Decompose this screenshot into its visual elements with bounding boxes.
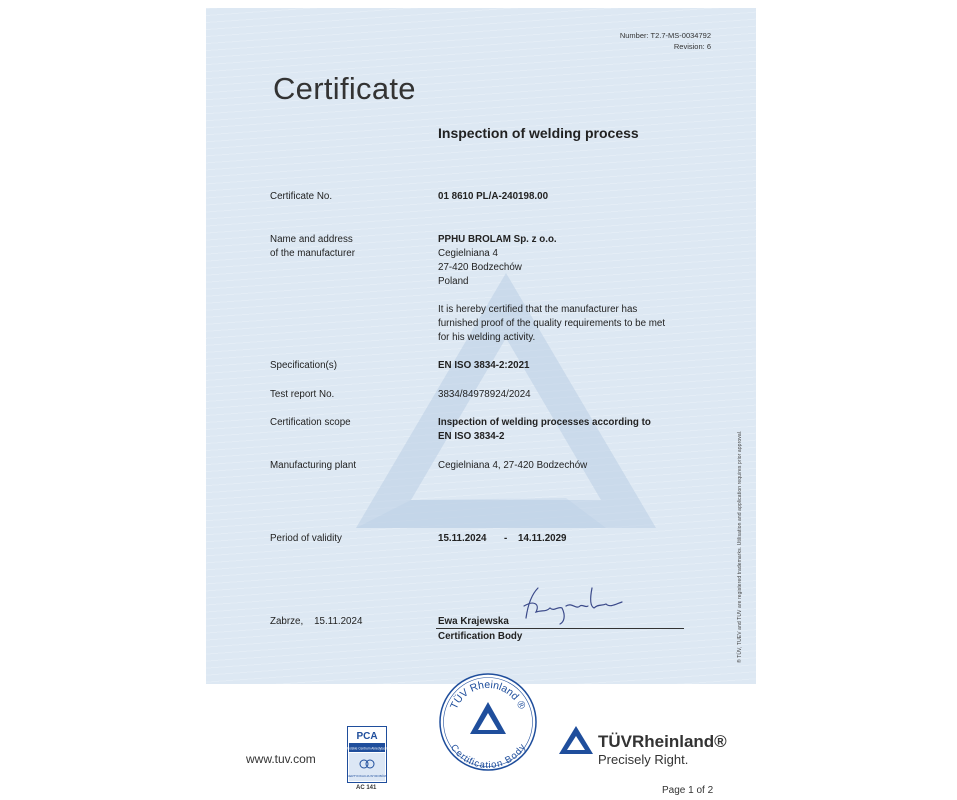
svg-text:Polskie Centrum Akredytacji: Polskie Centrum Akredytacji [347,746,387,751]
svg-text:PCA: PCA [356,731,378,742]
tuv-triangle-watermark-icon [206,8,756,684]
tuv-slogan: Precisely Right. [598,752,689,767]
plant-value: Cegielniana 4, 27-420 Bodzechów [438,460,588,471]
scope-value-line2: EN ISO 3834-2 [438,431,505,442]
manufacturer-city: 27-420 Bodzechów [438,262,522,273]
document-number-block [620,30,711,52]
tuv-certification-seal-icon [438,672,538,772]
page-number: Page 1 of 2 [662,785,714,796]
pca-code: AC 141 [356,785,377,791]
tuv-brand-name [598,732,727,752]
svg-text:CERTYFIKACJA WYROBÓW: CERTYFIKACJA WYROBÓW [347,774,387,778]
scope-label: Certification scope [270,417,351,428]
handwritten-signature [516,582,636,628]
pca-accreditation-badge-icon [347,726,387,784]
signer-role: Certification Body [438,631,523,642]
validity-label: Period of validity [270,533,342,544]
seal-text-top: TÜV Rheinland ® [447,678,528,712]
page-title: Certificate [273,71,416,106]
specification-label: Specification(s) [270,360,337,371]
certificate-paper [206,8,756,684]
specification-value: EN ISO 3834-2:2021 [438,360,530,371]
manufacturer-country: Poland [438,276,469,287]
certificate-no-value: 01 8610 PL/A-240198.00 [438,191,549,202]
seal-text-bottom: Certification Body [447,742,529,772]
statement-line2: furnished proof of the quality requirements to be met [438,318,666,329]
validity-from: 15.11.2024 [438,533,487,544]
test-report-label: Test report No. [270,389,335,400]
manufacturer-label-line1: Name and address [270,234,353,245]
signer-name: Ewa Krajewska [438,616,509,627]
validity-separator: - [504,533,508,544]
manufacturer-street: Cegielniana 4 [438,248,498,259]
place-date: Zabrze, 15.11.2024 [270,616,363,627]
document-number: Number: T2.7-MS-0034792 [619,31,711,40]
plant-label: Manufacturing plant [270,460,357,471]
statement-line3: for his welding activity. [438,332,536,343]
brand-text: TÜVRheinland® [598,732,727,751]
trademark-side-note: ® TÜV, TUEV and TUV are registered trademarks. Utilisation and application requires prior approval. [737,430,743,663]
test-report-value: 3834/84978924/2024 [438,389,531,400]
statement-line1: It is hereby certified that the manufacturer has [438,304,638,315]
tuv-triangle-logo-icon [558,724,594,756]
manufacturer-name: PPHU BROLAM Sp. z o.o. [438,234,557,245]
validity-to: 14.11.2029 [518,533,567,544]
manufacturer-label-line2: of the manufacturer [270,248,355,259]
scope-value-line1: Inspection of welding processes according to [438,417,651,428]
certificate-no-label: Certificate No. [270,191,333,202]
document-revision: Revision: 6 [673,42,711,51]
website-url: www.tuv.com [246,752,316,766]
certificate-subtitle: Inspection of welding process [438,125,639,141]
